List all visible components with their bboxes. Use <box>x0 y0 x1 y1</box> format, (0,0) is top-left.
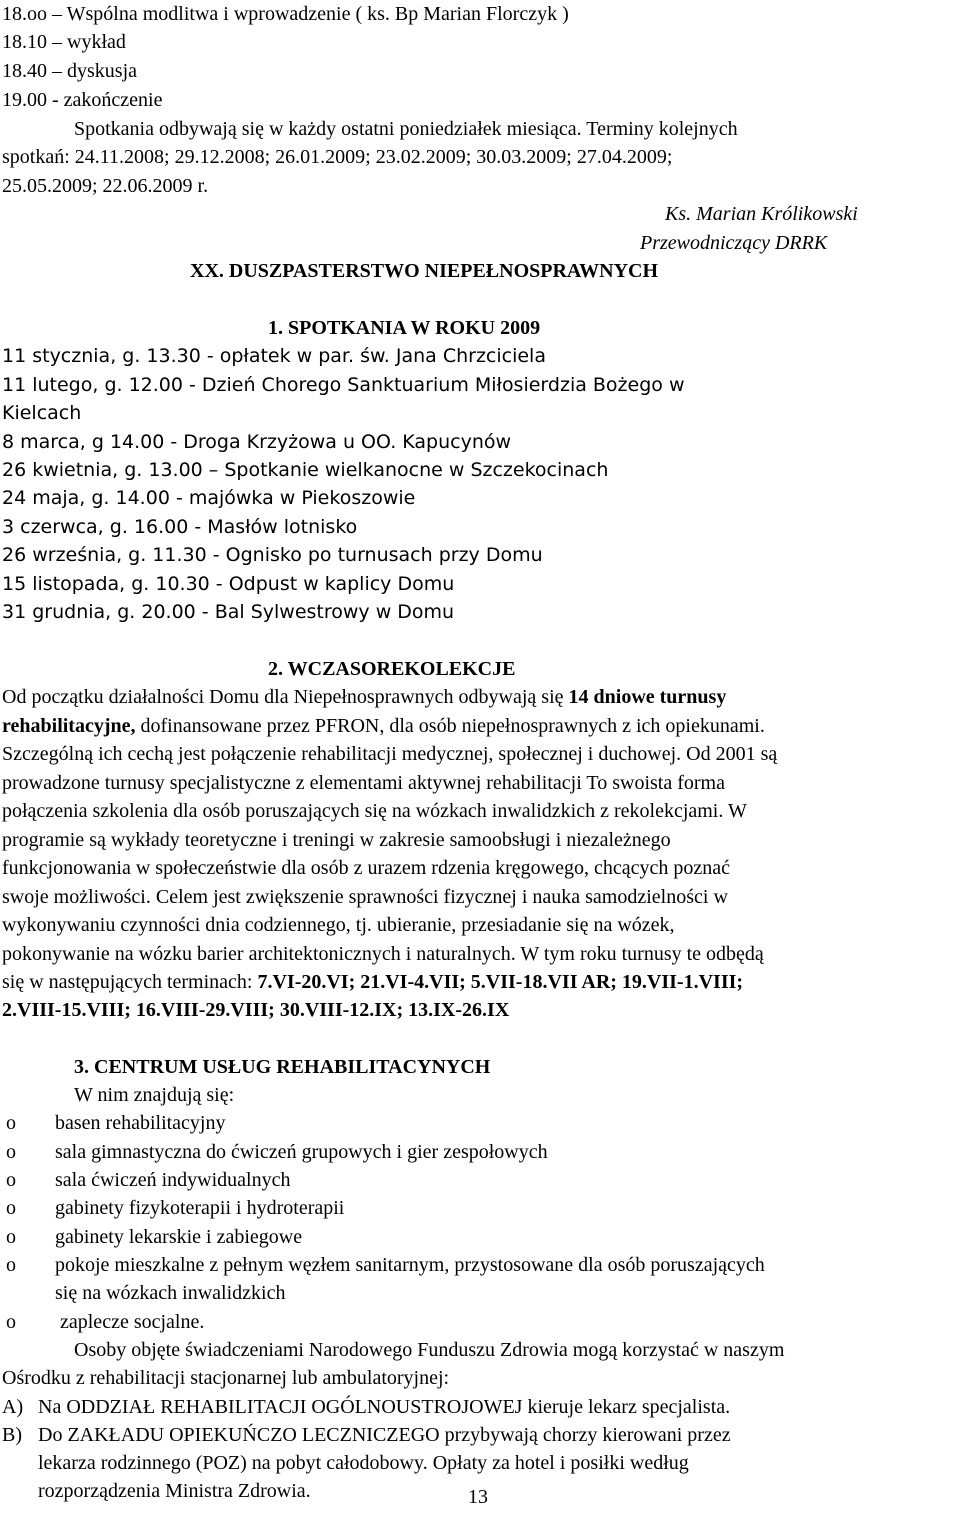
program-line: 18.oo – Wspólna modlitwa i wprowadzenie ( ks. Bp Marian Florczyk ) <box>2 3 569 25</box>
list-label-a: A) <box>2 1396 24 1418</box>
section1-title: 1. SPOTKANIA W ROKU 2009 <box>268 317 541 339</box>
paragraph-line: połączenia szkolenia dla osób poruszających się na wózkach inwalidzkich z rekolekcjami. W <box>2 800 747 822</box>
schedule-line: 15 listopada, g. 10.30 - Odpust w kaplicy Domu <box>2 573 455 595</box>
list-bullet: o <box>6 1226 16 1248</box>
paragraph-line: wykonywaniu czynności dnia codziennego, tj. ubieranie, przesiadanie się na wózek, <box>2 914 675 936</box>
schedule-line: Kielcach <box>2 402 82 424</box>
program-line: 18.10 – wykład <box>2 31 126 53</box>
nfz-paragraph-line: Ośrodku z rehabilitacji stacjonarnej lub ambulatoryjnej: <box>2 1367 450 1389</box>
list-item: pokoje mieszkalne z pełnym węzłem sanitarnym, przystosowane dla osób poruszających <box>55 1254 765 1276</box>
paragraph-line: prowadzone turnusy specjalistyczne z elementami aktywnej rehabilitacji To swoista forma <box>2 772 725 794</box>
meetings-note-line: Spotkania odbywają się w każdy ostatni poniedziałek miesiąca. Terminy kolejnych <box>74 118 738 140</box>
list-label-b: B) <box>2 1424 22 1446</box>
list-bullet: o <box>6 1254 16 1276</box>
list-item-a: Na ODDZIAŁ REHABILITACJI OGÓLNOUSTROJOWEJ kieruje lekarz specjalista. <box>38 1396 731 1418</box>
paragraph-line: pokonywanie na wózku barier architektonicznych i naturalnych. W tym roku turnusy te odbędą <box>2 943 764 965</box>
meetings-note-line: 25.05.2009; 22.06.2009 r. <box>2 175 209 197</box>
paragraph-line: funkcjonowania w społeczeństwie dla osób z urazem rdzenia kręgowego, chcących poznać <box>2 857 731 879</box>
nfz-paragraph-line: Osoby objęte świadczeniami Narodowego Funduszu Zdrowia mogą korzystać w naszym <box>74 1339 785 1361</box>
signature-name: Ks. Marian Królikowski <box>665 203 858 225</box>
schedule-line: 26 września, g. 11.30 - Ognisko po turnusach przy Domu <box>2 544 543 566</box>
list-item: gabinety lekarskie i zabiegowe <box>55 1226 303 1248</box>
section-heading: XX. DUSZPASTERSTWO NIEPEŁNOSPRAWNYCH <box>190 260 659 282</box>
paragraph-line: Od początku działalności Domu dla Niepełnosprawnych odbywają się 14 dniowe turnusy <box>2 686 727 708</box>
program-line: 19.00 - zakończenie <box>2 89 163 111</box>
section2-title: 2. WCZASOREKOLEKCJE <box>268 658 516 680</box>
schedule-line: 11 stycznia, g. 13.30 - opłatek w par. św. Jana Chrzciciela <box>2 345 546 367</box>
list-bullet: o <box>6 1112 16 1134</box>
schedule-line: 26 kwietnia, g. 13.00 – Spotkanie wielkanocne w Szczekocinach <box>2 459 609 481</box>
list-bullet: o <box>6 1197 16 1219</box>
paragraph-line: programie są wykłady teoretyczne i treningi w zakresie samoobsługi i niezależnego <box>2 829 671 851</box>
list-bullet: o <box>6 1311 16 1333</box>
list-item: sala ćwiczeń indywidualnych <box>55 1169 291 1191</box>
section3-title: 3. CENTRUM USŁUG REHABILITACYNYCH <box>74 1056 491 1078</box>
paragraph-line: się w następujących terminach: 7.VI-20.VI; 21.VI-4.VII; 5.VII-18.VII AR; 19.VII-1.VIII; <box>2 971 744 993</box>
list-item-b: Do ZAKŁADU OPIEKUŃCZO LECZNICZEGO przybywają chorzy kierowani przez <box>38 1424 731 1446</box>
schedule-line: 24 maja, g. 14.00 - majówka w Piekoszowie <box>2 487 416 509</box>
paragraph-line: 2.VIII-15.VIII; 16.VIII-29.VIII; 30.VIII-12.IX; 13.IX-26.IX <box>2 999 510 1021</box>
list-item: zaplecze socjalne. <box>60 1311 205 1333</box>
list-item: basen rehabilitacyjny <box>55 1112 226 1134</box>
list-item-b-continuation: rozporządzenia Ministra Zdrowia. <box>38 1480 311 1502</box>
section3-intro: W nim znajdują się: <box>74 1084 235 1106</box>
paragraph-line: Szczególną ich cechą jest połączenie rehabilitacji medycznej, społecznej i duchowej. Od 2001 są <box>2 743 778 765</box>
program-line: 18.40 – dyskusja <box>2 60 137 82</box>
list-item-continuation: się na wózkach inwalidzkich <box>55 1282 286 1304</box>
list-item: gabinety fizykoterapii i hydroterapii <box>55 1197 345 1219</box>
meetings-note-line: spotkań: 24.11.2008; 29.12.2008; 26.01.2009; 23.02.2009; 30.03.2009; 27.04.2009; <box>2 146 673 168</box>
list-item: sala gimnastyczna do ćwiczeń grupowych i gier zespołowych <box>55 1141 548 1163</box>
signature-role: Przewodniczący DRRK <box>640 232 828 254</box>
page-number: 13 <box>468 1486 488 1508</box>
paragraph-line: swoje możliwości. Celem jest zwiększenie sprawności fizycznej i nauka samodzielności w <box>2 886 728 908</box>
schedule-line: 31 grudnia, g. 20.00 - Bal Sylwestrowy w Domu <box>2 601 455 623</box>
paragraph-line: rehabilitacyjne, dofinansowane przez PFRON, dla osób niepełnosprawnych z ich opiekunami. <box>2 715 765 737</box>
list-bullet: o <box>6 1169 16 1191</box>
schedule-line: 8 marca, g 14.00 - Droga Krzyżowa u OO. Kapucynów <box>2 431 512 453</box>
list-bullet: o <box>6 1141 16 1163</box>
list-item-b-continuation: lekarza rodzinnego (POZ) na pobyt całodobowy. Opłaty za hotel i posiłki według <box>38 1452 689 1474</box>
schedule-line: 3 czerwca, g. 16.00 - Masłów lotnisko <box>2 516 358 538</box>
schedule-line: 11 lutego, g. 12.00 - Dzień Chorego Sanktuarium Miłosierdzia Bożego w <box>2 374 685 396</box>
